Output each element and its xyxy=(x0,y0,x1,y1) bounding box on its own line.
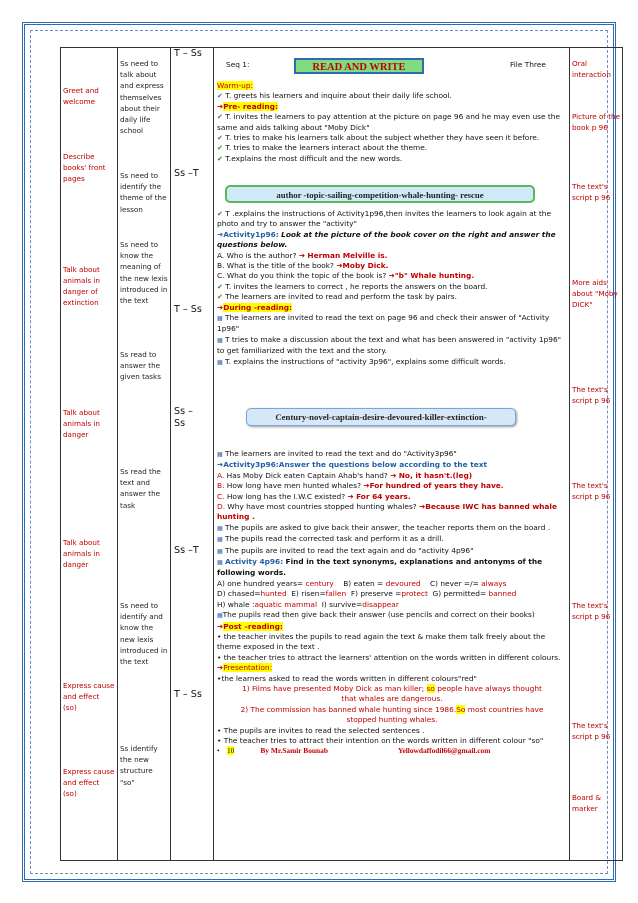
warmup-heading: Warm-up: xyxy=(217,81,254,90)
objective-3: Talk about animals in danger of extinction xyxy=(63,265,100,307)
word-f: F) preserve = xyxy=(350,589,402,599)
word-a-answer: century xyxy=(305,578,334,588)
arrow-icon: ➔ xyxy=(217,229,224,239)
prereading-heading: Pre- reading: xyxy=(223,101,278,111)
line-interact: T. tries to make the learners interact about the theme. xyxy=(225,143,428,153)
interaction-4: Ss – Ss xyxy=(174,406,193,429)
answer-b: Moby Dick. xyxy=(342,261,389,271)
line-read-text: The learners are invited to read the text on page 96 and check their answer of "Activity 1p96" xyxy=(217,313,550,334)
outcome-6: Ss need to identify and know the new lexis introduced in the text xyxy=(120,601,168,667)
sentence-2-so: So xyxy=(456,704,466,714)
procedure-text-top xyxy=(217,81,567,164)
outcome-5: Ss read the text and answer the task xyxy=(120,467,161,510)
line-correct: T. invites the learners to correct , he reports the answers on the board. xyxy=(225,281,488,291)
objective-6: Express cause and effect (so) xyxy=(63,681,115,712)
question-a: A. Who is the author? xyxy=(217,250,297,260)
sequence-label: Seq 1: xyxy=(226,60,250,69)
line-subject: T. tries to make his learners talk about the subject whether they have seen it before. xyxy=(225,133,540,143)
line-activity1-intro: T .explains the instructions of Activity1p96,then invites the learners to look again at the photo and try to answer the "activity" xyxy=(217,209,552,229)
line-explain: T.explains the most difficult and the new words. xyxy=(225,153,403,163)
question-c: C. What do you think the topic of the book is? xyxy=(217,271,387,281)
interaction-5: Ss –T xyxy=(174,545,199,556)
line-read-again: • the teacher invites the pupils to read again the text & make them talk freely about the theme exposed in the text . xyxy=(217,631,546,652)
check-icon: ✔ xyxy=(217,134,223,143)
aid-3: The text's script p 96 xyxy=(572,182,611,203)
during-reading-heading: During -reading: xyxy=(223,302,292,312)
objective-1: Greet and welcome xyxy=(63,86,99,106)
square-bullet-icon: ▦ xyxy=(217,547,223,555)
answer-3b: For hundred of years they have. xyxy=(369,481,504,491)
answer-3c: For 64 years. xyxy=(356,491,411,501)
word-e-answer: fallen xyxy=(325,589,347,599)
objective-7: Express cause and effect (so) xyxy=(63,767,115,798)
word-i-answer: disappear xyxy=(362,599,399,609)
interaction-1: T – Ss xyxy=(174,48,202,59)
activity1-task: Look at the picture of the book cover on the right and answer the questions below. xyxy=(217,229,556,250)
procedure-column xyxy=(214,48,570,861)
arrow-icon: ➔ xyxy=(217,101,224,111)
outcome-2: Ss need to identify the theme of the lesson xyxy=(120,171,167,214)
check-icon: ✔ xyxy=(217,210,223,218)
file-label: File Three xyxy=(510,60,546,69)
objectives-column xyxy=(61,48,118,861)
question-3a: Has Moby Dick eaten Captain Ahab's hand? xyxy=(226,470,388,480)
line-activity3: The learners are invited to read the text and do "Activity3p96" xyxy=(225,449,457,458)
word-b-answer: devoured xyxy=(385,578,421,588)
aid-6: The text's script p 96 xyxy=(572,481,611,502)
word-b: B) eaten = xyxy=(343,578,384,588)
procedure-text-bottom: ▦ The learners are invited to read the text and do "Activity3p96" ➔Activity3p96:Answer the questions below according to the text A. Has Moby Dick eaten Captain Ahab's hand? ➔ No, it hasn't.(leg) B. How long have men hunted whales? ➔For hundred of years they have. C. How long has the I.W.C existed? ➔ For 64 years. D. Why have most countries stopped hunting whales? ➔Because IWC has banned whale hunting . ▦ The pupils are asked to give back their answer, the teacher reports them on the board . ▦ The pupils read the corrected task and perform it as a drill. ▦ The pupils are invited to read the text again and do "activity 4p96" ▦ Activity 4p96: Find in the text synonyms, explanations and antonyms of the following words. A) one hundred years= century B) eaten = devoured C) never =/= always D) chased=hunted E) risen=fallen F) preserve =protect G) permitted= banned H) whale :aquatic mammal I) survive=disappear ▦The pupils read then give back their answer (use pencils and correct on their books) ➔Post –reading: • the teacher invites the pupils to read again the text & make them talk freely about the theme exposed in the text . • the teacher tries to attract the learners' attention on the words written in different colours. ➔Presentation: •the learners asked to read the words written in different colours"red" 1) Films have presented Moby Dick as man killer; so people have always thought that whales are dangerous. 2) The commission has banned whale hunting since 1986.So most countries have stopped hunting whales. • The pupils are invites to read the selected sentences . • The teacher tries to attract their intention on the words written in different colour "so" • 10 By Mr.Samir Bounab Yellowdaffodil66@gmail.com xyxy=(217,449,567,757)
arrow-icon: ➔ xyxy=(390,470,397,480)
square-bullet-icon: ▦ xyxy=(217,358,223,366)
presentation-heading: Presentation: xyxy=(223,663,273,673)
line-activity4-intro: The pupils are invited to read the text again and do "activity 4p96" xyxy=(225,545,474,555)
word-c-answer: always xyxy=(481,578,507,588)
line-attention: • the teacher tries to attract the learners' attention on the words written in different colours. xyxy=(217,652,561,662)
sentence-1b: people have always thought xyxy=(437,683,542,693)
word-d: D) chased= xyxy=(217,589,261,599)
word-a: A) one hundred years= xyxy=(217,578,304,588)
aid-8: The text's script p 96 xyxy=(572,721,611,742)
line-pencils: The pupils read then give back their answer (use pencils and correct on their books) xyxy=(222,610,535,620)
author-credit: By Mr.Samir Bounab xyxy=(260,746,328,756)
outcome-7: Ss identify the new structure "so" xyxy=(120,744,158,787)
line-so-attention: • The teacher tries to attract their intention on the words written in different colour "so" xyxy=(217,735,544,745)
objective-4: Talk about animals in danger xyxy=(63,408,100,439)
interaction-column xyxy=(171,48,214,861)
aid-1: Oral interaction xyxy=(572,59,611,80)
arrow-icon: ➔ xyxy=(347,491,354,501)
objective-2: Describe books' front pages xyxy=(63,152,106,183)
check-icon: ✔ xyxy=(217,282,223,291)
word-g-answer: banned xyxy=(488,589,517,599)
square-bullet-icon: ▦ xyxy=(217,612,223,620)
line-activity3-intro: T. explains the instructions of "activity 3p96", explains some difficult words. xyxy=(225,356,506,366)
procedure-text-middle xyxy=(217,209,567,368)
interaction-3: T – Ss xyxy=(174,304,202,315)
sentence-1-so: so xyxy=(426,683,435,693)
sentence-1c: that whales are dangerous. xyxy=(341,694,443,704)
outcome-1: Ss need to talk about and express themselves about their daily life school xyxy=(120,59,164,136)
word-g: G) permitted= xyxy=(432,589,487,599)
arrow-icon: ➔ xyxy=(298,250,306,260)
arrow-icon: ➔ xyxy=(217,663,224,673)
lesson-plan-table xyxy=(60,47,623,861)
arrow-icon: ➔ xyxy=(217,460,224,470)
aids-column xyxy=(570,48,623,861)
word-h-answer: aquatic mammal xyxy=(254,599,318,609)
aid-9: Board & marker xyxy=(572,793,602,814)
objective-5: Talk about animals in danger xyxy=(63,538,100,569)
square-bullet-icon: ▦ xyxy=(217,315,223,323)
interaction-6: T – Ss xyxy=(174,689,202,700)
arrow-icon: ➔ xyxy=(336,261,343,271)
arrow-icon: ➔ xyxy=(388,271,395,281)
check-icon: ✔ xyxy=(217,113,223,122)
line-greet: T. greets his learners and inquire about their daily life school. xyxy=(225,91,452,101)
line-drill: The pupils read the corrected task and perform it as a drill. xyxy=(225,534,444,544)
square-bullet-icon: ▦ xyxy=(217,524,223,532)
line-picture: T. invites the learners to pay attention at the picture on page 96 and he may even use the same and aids talking about "Moby Dick" xyxy=(217,112,561,132)
activity4-label: Activity 4p96: xyxy=(225,557,284,567)
sentence-1a: 1) Films have presented Moby Dick as man killer; xyxy=(242,683,425,693)
post-reading-heading: Post –reading: xyxy=(223,621,283,631)
question-3b: How long have men hunted whales? xyxy=(226,481,361,491)
question-3c: How long has the I.W.C existed? xyxy=(226,491,346,501)
question-b: B. What is the title of the book? xyxy=(217,261,334,271)
author-email: Yellowdaffodil66@gmail.com xyxy=(397,746,491,756)
word-i: I) survive= xyxy=(321,599,363,609)
line-selected-sentences: • The pupils are invites to read the selected sentences . xyxy=(217,725,425,735)
word-d-answer: hunted xyxy=(260,589,287,599)
word-f-answer: protect xyxy=(401,589,428,599)
aid-5: The text's script p 96 xyxy=(572,385,611,406)
line-pairs: The learners are invited to read and perform the task by pairs. xyxy=(225,292,457,302)
square-bullet-icon: ▦ xyxy=(217,451,223,458)
arrow-icon: ➔ xyxy=(217,621,224,631)
square-bullet-icon: ▦ xyxy=(217,536,223,544)
arrow-icon: ➔ xyxy=(419,502,426,512)
arrow-icon: ➔ xyxy=(363,481,370,491)
aid-7: The text's script p 96 xyxy=(572,601,611,622)
lesson-title-box: READ AND WRITE xyxy=(294,58,424,74)
word-h: H) whale : xyxy=(217,599,255,609)
check-icon: ✔ xyxy=(217,293,223,302)
aid-4: More aids about "Moby DICK" xyxy=(572,278,618,310)
answer-a: Herman Melville is. xyxy=(307,250,388,260)
square-bullet-icon: ▦ xyxy=(217,559,223,567)
activity1-label: Activity1p96: xyxy=(223,229,279,239)
square-bullet-icon: ▦ xyxy=(217,336,223,344)
answer-c: "b" Whale hunting. xyxy=(394,271,475,281)
check-icon: ✔ xyxy=(217,154,223,163)
sentence-2c: stopped hunting whales. xyxy=(346,715,438,725)
vocabulary-box-2: Century-novel-captain-desire-devoured-killer-extinction- xyxy=(246,408,516,426)
sentence-2b: most countries have xyxy=(467,704,544,714)
answer-3a: No, it hasn't.(leg) xyxy=(398,470,473,480)
aid-2: Picture of the book p 96 xyxy=(572,112,621,133)
outcome-4: Ss read to answer the given tasks xyxy=(120,350,161,382)
check-icon: ✔ xyxy=(217,144,223,153)
check-icon: ✔ xyxy=(217,92,223,101)
line-give-back: The pupils are asked to give back their answer, the teacher reports them on the board . xyxy=(225,522,551,532)
line-discussion: T tries to make a discussion about the text and what has been answered in "activity 1p96" to get familiarized with the text and the story. xyxy=(217,334,562,356)
outcomes-column xyxy=(118,48,171,861)
answer-3d: Because IWC has banned whale hunting . xyxy=(217,502,557,522)
word-c: C) never =/= xyxy=(429,578,479,588)
word-e: E) risen= xyxy=(291,589,326,599)
line-colours: •the learners asked to read the words written in different colours"red" xyxy=(217,673,477,683)
vocabulary-box-1: author -topic-sailing-competition-whale-hunting- rescue xyxy=(225,185,535,203)
arrow-icon: ➔ xyxy=(217,302,224,312)
activity3-label: Activity3p96:Answer the questions below according to the text xyxy=(223,460,488,470)
interaction-2: Ss –T xyxy=(174,168,199,179)
page-number: 10 xyxy=(226,746,235,756)
sentence-2a: 2) The commission has banned whale hunting since 1986. xyxy=(240,704,457,714)
outcome-3: Ss need to know the meaning of the new lexis introduced in the text xyxy=(120,240,168,306)
question-3d: Why have most countries stopped hunting whales? xyxy=(227,502,417,512)
activity4-task: Find in the text synonyms, explanations and antonyms of the following words. xyxy=(217,557,543,578)
